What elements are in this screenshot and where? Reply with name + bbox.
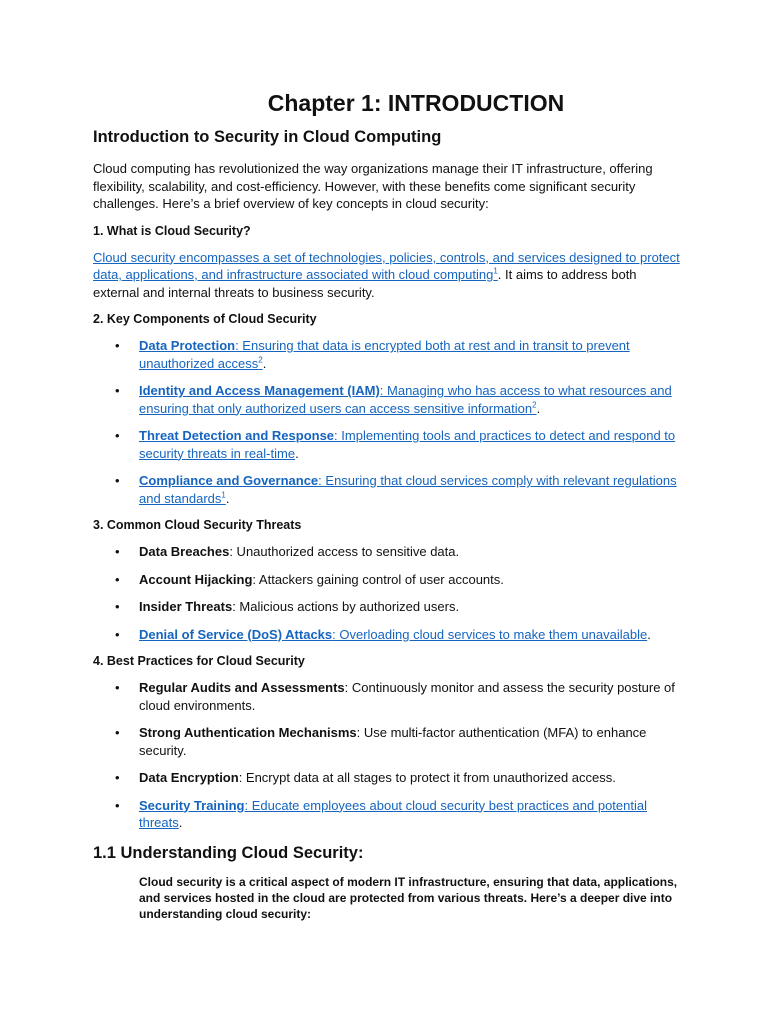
link-text: Cloud security encompasses a set of technologies, policies, controls, and services designed to protect data, applications, and infrastructure associated with cloud computing [93, 249, 680, 282]
item-term: Data Protection [139, 338, 236, 353]
list-item [93, 797, 683, 832]
list-item [93, 571, 683, 589]
item-end: . [178, 815, 183, 830]
paragraph-rest: . It aims to address both external and internal threats to business security. [93, 267, 637, 300]
item-end: . [647, 626, 651, 642]
bullet: • [115, 797, 120, 813]
bullet: • [115, 571, 120, 587]
item-term: Identity and Access Management (IAM) [139, 383, 380, 398]
item-term: Compliance and Governance [139, 473, 319, 488]
item-term: Strong Authentication Mechanisms [139, 725, 357, 740]
list-item [93, 472, 683, 507]
item-desc: : Malicious actions by authorized users. [232, 599, 460, 614]
footnote-ref: 2 [258, 355, 263, 365]
item-term: Data Breaches [139, 544, 230, 559]
list-item [93, 724, 683, 759]
subsection-title: 1.1 Understanding Cloud Security: [93, 843, 364, 862]
dos-attacks-link[interactable] [139, 627, 647, 642]
subsection-lead-paragraph: Cloud security is a critical aspect of modern IT infrastructure, ensuring that data, applications, and services hosted in the cloud are protected from various threats. Here’s a deeper dive into understanding cloud security: [139, 874, 678, 921]
bullet: • [115, 544, 120, 559]
footnote-ref: 2 [532, 400, 537, 410]
footnote-ref: 1 [221, 490, 226, 500]
bullet: • [115, 599, 120, 614]
item-desc: : Unauthorized access to sensitive data. [229, 544, 460, 559]
bullet: • [115, 770, 120, 785]
item-term: Insider Threats [139, 599, 233, 614]
bullet: • [115, 626, 120, 642]
list-item [93, 427, 683, 462]
item-end: . [262, 355, 267, 371]
list-item [93, 679, 683, 714]
item-term: Threat Detection and Response [139, 428, 335, 443]
best-practices-list [93, 679, 683, 832]
chapter-title: Chapter 1: INTRODUCTION [267, 90, 565, 116]
item-desc: : Encrypt data at all stages to protect it from unauthorized access. [238, 770, 616, 785]
item-desc: : Attackers gaining control of user accounts. [252, 571, 504, 587]
list-item [93, 543, 683, 561]
list-item [93, 598, 683, 616]
list-item [93, 626, 683, 644]
item-end: . [225, 490, 230, 506]
item-desc: : Overloading cloud services to make them unavailable [332, 626, 648, 642]
item-desc: : Implementing tools and practices to detect and respond to security threats in real-time [139, 428, 676, 461]
threats-list [93, 543, 683, 643]
footnote-ref: 1 [493, 266, 498, 276]
item-term: Regular Audits and Assessments [139, 680, 345, 695]
security-training-link[interactable] [139, 798, 647, 831]
item-desc: : Ensuring that cloud services comply with relevant regulations and standards [139, 473, 677, 506]
item-desc: : Ensuring that data is encrypted both at rest and in transit to prevent unauthorized access [139, 338, 630, 371]
threat-detection-link[interactable] [139, 428, 675, 461]
section-4-heading: 4. Best Practices for Cloud Security [93, 654, 305, 668]
item-end: . [295, 445, 299, 461]
item-term: Security Training [139, 797, 245, 813]
section-3-heading: 3. Common Cloud Security Threats [93, 518, 302, 532]
section-1-paragraph [93, 249, 683, 302]
bullet: • [115, 383, 120, 398]
item-desc: : Managing who has access to what resources and ensuring that only authorized users can access sensitive information [139, 383, 672, 416]
bullet: • [115, 338, 120, 353]
item-term: Account Hijacking [139, 571, 253, 587]
list-item [93, 769, 683, 787]
section-1-heading: 1. What is Cloud Security? [93, 223, 251, 238]
list-item [93, 337, 683, 372]
section-title: Introduction to Security in Cloud Computing [93, 128, 442, 146]
compliance-link[interactable] [139, 473, 677, 506]
item-end: . [536, 400, 541, 416]
key-components-list [93, 337, 683, 507]
bullet: • [115, 473, 120, 488]
item-term: Data Encryption [139, 770, 239, 785]
item-desc: : Educate employees about cloud security best practices and potential threats [139, 797, 648, 830]
bullet: • [115, 680, 120, 695]
item-desc: : Continuously monitor and assess the security posture of cloud environments. [139, 680, 675, 713]
item-term: Denial of Service (DoS) Attacks [139, 626, 333, 642]
list-item [93, 382, 683, 417]
section-2-heading: 2. Key Components of Cloud Security [93, 312, 317, 326]
bullet: • [115, 725, 120, 740]
document-body [93, 88, 683, 922]
data-protection-link[interactable] [139, 338, 630, 371]
bullet: • [115, 428, 120, 443]
iam-link[interactable] [139, 383, 672, 416]
intro-paragraph: Cloud computing has revolutionized the way organizations manage their IT infrastructure, offering flexibility, scalability, and cost-efficiency. However, with these benefits come significant security challenges. Here’s a brief overview of key concepts in cloud security: [93, 161, 653, 211]
item-desc: : Use multi-factor authentication (MFA) to enhance security. [139, 725, 647, 758]
